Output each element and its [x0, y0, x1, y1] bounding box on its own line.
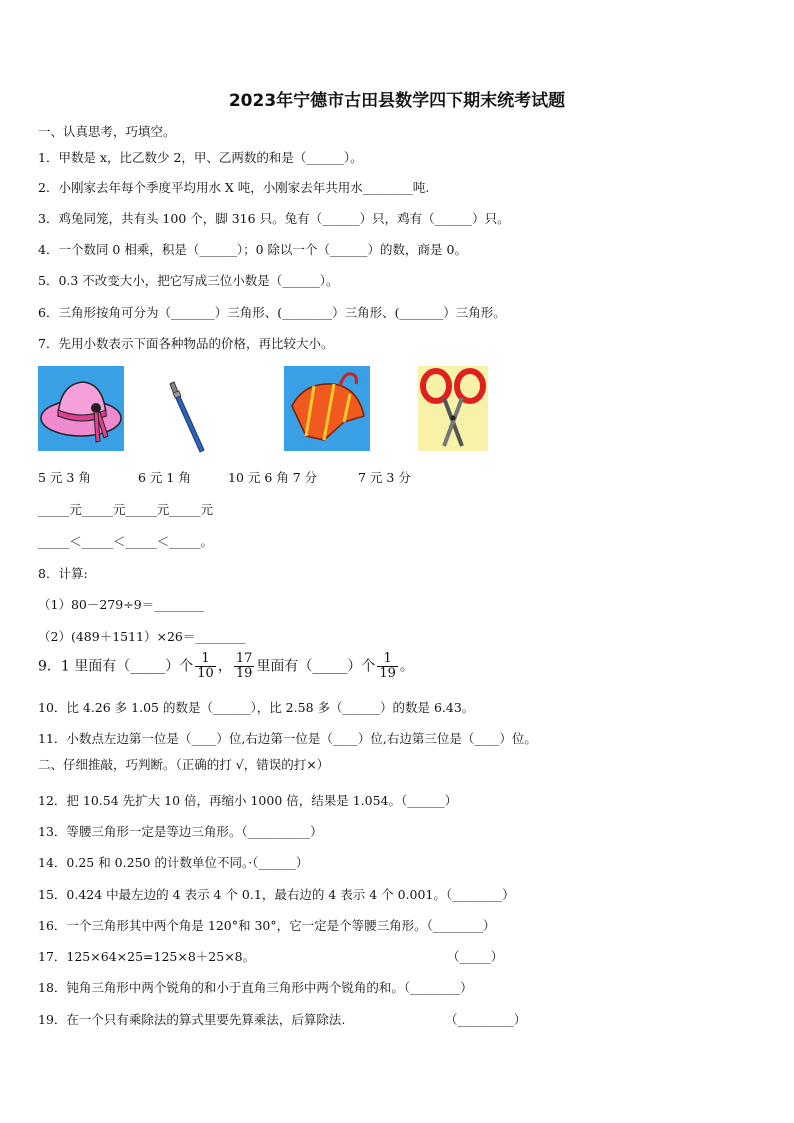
question-8: 8．计算: — [38, 566, 88, 581]
question-9: 9．1 里面有（_____）个 $\frac{1}{10}$ ， $\frac{17}{19}$ 里面有（_____）个 $\frac{1}{19}$ 。 — [38, 651, 414, 681]
question-2: 2．小刚家去年每个季度平均用水 X 吨，小刚家去年共用水________吨. — [38, 180, 430, 195]
question-1: 1．甲数是 x，比乙数少 2，甲、乙两数的和是（______）。 — [38, 150, 363, 165]
question-10: 10．比 4.26 多 1.05 的数是（______），比 2.58 多（______）的数是 6.43。 — [38, 700, 475, 715]
question-3: 3．鸡兔同笼，共有头 100 个，脚 316 只。兔有（______）只，鸡有（______）只。 — [38, 211, 510, 226]
fraction-1-19: $\frac{1}{19}$ — [379, 651, 396, 681]
question-12: 12．把 10.54 先扩大 10 倍，再缩小 1000 倍，结果是 1.054。（______） — [38, 793, 458, 808]
question-8-2: （2）(489＋1511）×26＝________ — [38, 629, 246, 644]
page-title: 2023年宁德市古田县数学四下期末统考试题 — [228, 91, 566, 111]
question-19-blank: （_________） — [445, 1012, 527, 1027]
pen-icon — [160, 380, 210, 455]
question-16: 16．一个三角形其中两个角是 120°和 30°，它一定是个等腰三角形。（________） — [38, 918, 496, 933]
price-scissors: 7 元 3 分 — [358, 470, 411, 485]
question-14: 14．0.25 和 0.250 的计数单位不同。·（______） — [38, 855, 309, 870]
fraction-17-19: $\frac{17}{19}$ — [235, 651, 253, 681]
q9-part2: 里面有（_____）个 — [256, 658, 376, 675]
price-pen: 6 元 1 角 — [138, 470, 191, 485]
section-heading-1: 一、认真思考，巧填空。 — [38, 124, 176, 139]
fraction-1-10: $\frac{1}{10}$ — [197, 651, 214, 681]
question-15: 15．0.424 中最左边的 4 表示 4 个 0.1，最右边的 4 表示 4 个 0.001。（________） — [38, 887, 515, 902]
question-5: 5．0.3 不改变大小，把它写成三位小数是（______）。 — [38, 273, 339, 288]
question-8-1: （1）80－279÷9＝________ — [38, 597, 205, 612]
umbrella-icon — [284, 366, 370, 451]
price-hat: 5 元 3 角 — [38, 470, 91, 485]
scissors-icon — [418, 366, 488, 451]
question-17-blank: （_____） — [447, 949, 504, 964]
question-11: 11．小数点左边第一位是（____）位,右边第一位是（____）位,右边第三位是（____）位。 — [38, 731, 537, 746]
question-6: 6．三角形按角可分为（_______）三角形、(________）三角形、(_______）三角形。 — [38, 305, 506, 320]
question-17: 17．125×64×25=125×8＋25×8。 — [38, 949, 256, 964]
question-7-blanks: _____元_____元_____元_____元 — [38, 502, 214, 517]
question-7-compare: _____＜_____＜_____＜_____。 — [38, 534, 214, 549]
question-4: 4．一个数同 0 相乘，积是（______）；0 除以一个（______）的数，商是 0。 — [38, 242, 467, 257]
question-18: 18．钝角三角形中两个锐角的和小于直角三角形中两个锐角的和。（________） — [38, 980, 473, 995]
price-umbrella: 10 元 6 角 7 分 — [228, 470, 318, 485]
hat-icon — [38, 366, 124, 451]
section-heading-2: 二、仔细推敲，巧判断。（正确的打 √，错误的打×） — [38, 757, 330, 772]
question-7: 7．先用小数表示下面各种物品的价格，再比较大小。 — [38, 336, 334, 351]
q9-part1: 9．1 里面有（_____）个 — [38, 658, 194, 675]
question-13: 13．等腰三角形一定是等边三角形。（__________） — [38, 824, 323, 839]
question-19: 19．在一个只有乘除法的算式里要先算乘法，后算除法. — [38, 1012, 346, 1027]
